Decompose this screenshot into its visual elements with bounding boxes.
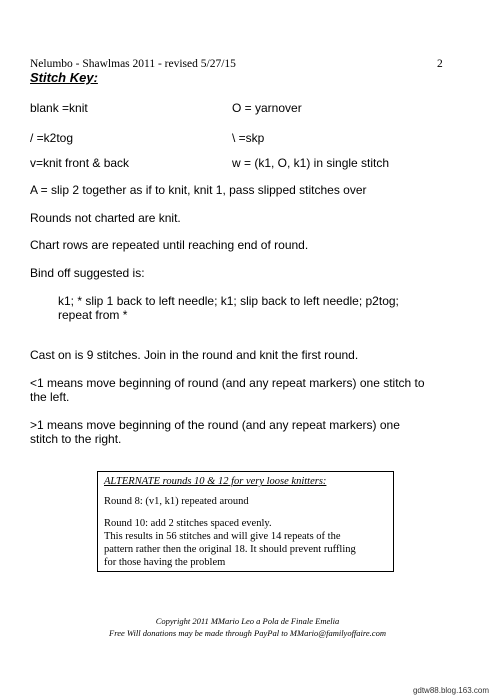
copyright-footer: Copyright 2011 MMario Leo a Pola de Finale Emelia: [155, 616, 340, 626]
move-left-note-line: the left.: [30, 390, 70, 404]
stitch-key-a: A = slip 2 together as if to knit, knit 1, pass slipped stitches over: [30, 183, 367, 197]
alternate-round-8: Round 8: (v1, k1) repeated around: [104, 496, 249, 507]
move-right-note-line: stitch to the right.: [30, 432, 122, 446]
alternate-round-10-line: for those having the problem: [104, 557, 226, 568]
page-number: 2: [437, 58, 443, 70]
stitch-key-kfb: v=knit front & back: [30, 156, 130, 170]
stitch-key-yarnover: O = yarnover: [232, 101, 302, 115]
alternate-box-title: ALTERNATE rounds 10 & 12 for very loose knitters:: [104, 476, 327, 487]
stitch-key-w: w = (k1, O, k1) in single stitch: [232, 156, 390, 170]
stitch-key-k2tog: / =k2tog: [30, 131, 74, 145]
bindoff-instructions-line: k1; * slip 1 back to left needle; k1; slip back to left needle; p2tog;: [58, 294, 399, 308]
watermark: gdtw88.blog.163.com: [412, 686, 489, 695]
alternate-round-10-line: Round 10: add 2 stitches spaced evenly.: [104, 518, 272, 529]
alternate-round-10-line: pattern rather then the original 18. It should prevent ruffling: [104, 544, 356, 555]
stitch-key-blank: blank =knit: [30, 101, 88, 115]
bindoff-label: Bind off suggested is:: [30, 266, 145, 280]
cast-on-note: Cast on is 9 stitches. Join in the round and knit the first round.: [30, 348, 359, 362]
note-rounds-not-charted: Rounds not charted are knit.: [30, 211, 181, 225]
donation-footer: Free Will donations may be made through PayPal to MMario@familyoffaire.com: [109, 628, 386, 638]
bindoff-instructions-line: repeat from *: [58, 308, 128, 322]
move-left-note-line: <1 means move beginning of round (and any repeat markers) one stitch to: [30, 376, 425, 390]
stitch-key-skp: \ =skp: [232, 131, 265, 145]
move-right-note-line: >1 means move beginning of the round (and any repeat markers) one: [30, 418, 400, 432]
stitch-key-heading: Stitch Key:: [30, 70, 98, 85]
alternate-round-10-line: This results in 56 stitches and will give 14 repeats of the: [104, 531, 341, 542]
note-chart-repeat: Chart rows are repeated until reaching end of round.: [30, 238, 309, 252]
alternate-rounds-box: [97, 471, 394, 572]
document-header-title: Nelumbo - Shawlmas 2011 - revised 5/27/15: [30, 58, 236, 70]
